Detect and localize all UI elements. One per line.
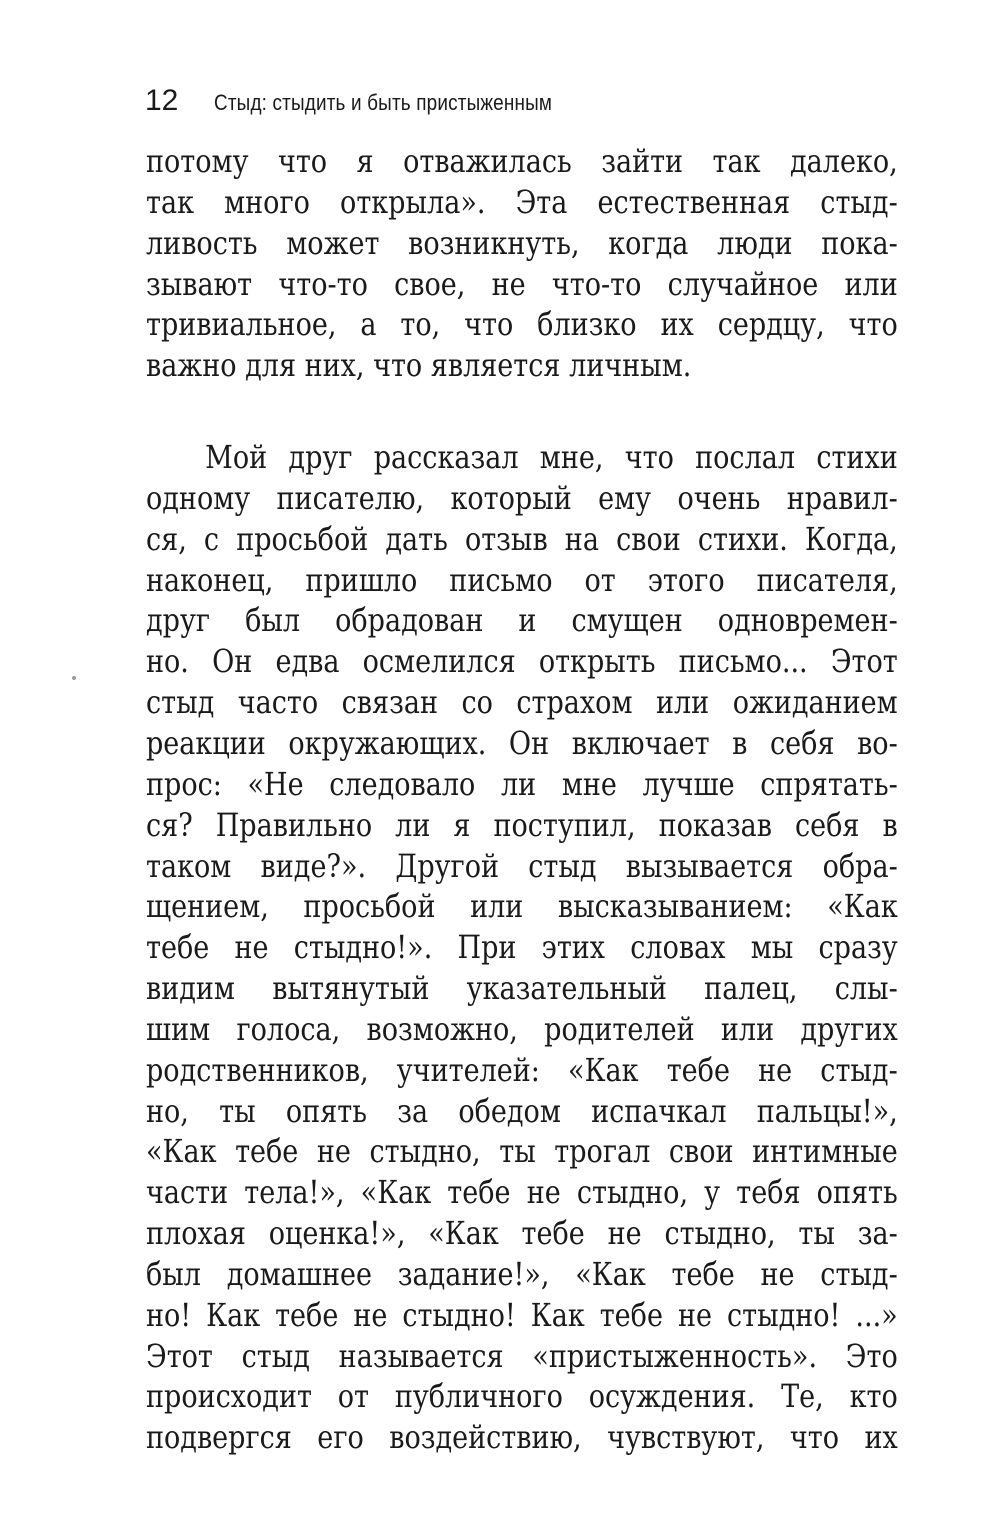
paragraph-2 <box>146 437 898 1458</box>
text-line: но. Он едва осмелился открыть письмо... Этот <box>146 642 898 681</box>
text-line: важно для них, что является личным. <box>146 346 692 385</box>
text-line: видим вытянутый указательный палец, слы- <box>146 969 898 1008</box>
text-line: ся? Правильно ли я поступил, показав себя в <box>146 805 898 844</box>
text-line: друг был обрадован и смущен одновремен- <box>146 601 898 640</box>
text-line: реакции окружающих. Он включает в себя во- <box>146 723 898 762</box>
paragraph-1 <box>146 141 898 386</box>
text-line: плохая оценка!», «Как тебе не стыдно, ты за- <box>146 1214 898 1253</box>
text-line: родственников, учителей: «Как тебе не стыд- <box>146 1050 898 1089</box>
text-line: «Как тебе не стыдно, ты трогал свои интимные <box>146 1132 898 1171</box>
text-line: ся, с просьбой дать отзыв на свои стихи. Когда, <box>146 519 898 558</box>
text-line: одному писателю, который ему очень нравил- <box>146 478 898 517</box>
text-line: щением, просьбой или высказыванием: «Как <box>146 887 898 926</box>
text-line: потому что я отважилась зайти так далеко, <box>146 142 898 180</box>
text-line: таком виде?». Другой стыд вызывается обра- <box>146 846 898 885</box>
running-head <box>145 84 607 124</box>
text-line: прос: «Не следовало ли мне лучше спрятать- <box>146 764 898 803</box>
margin-speck <box>71 675 77 681</box>
page-number: 12 <box>145 84 179 117</box>
text-line: но, ты опять за обедом испачкал пальцы!», <box>146 1091 898 1130</box>
text-line: ливость может возникнуть, когда люди пока- <box>146 223 898 262</box>
text-line: части тела!», «Как тебе не стыдно, у тебя опять <box>146 1173 898 1212</box>
text-line: был домашнее задание!», «Как тебе не стыд- <box>146 1254 898 1293</box>
text-line: Мой друг рассказал мне, что послал стихи <box>205 438 898 477</box>
text-line: стыд часто связан со страхом или ожиданием <box>146 683 898 722</box>
text-line: тебе не стыдно!». При этих словах мы сразу <box>146 928 898 967</box>
text-line: подвергся его воздействию, чувствуют, что их <box>146 1418 898 1457</box>
text-line: происходит от публичного осуждения. Те, кто <box>146 1377 898 1416</box>
running-title: Стыд: стыдить и быть пристыженным <box>214 90 553 115</box>
text-line: наконец, пришло письмо от этого писателя, <box>146 560 898 599</box>
text-line: Этот стыд называется «пристыженность». Это <box>146 1336 898 1375</box>
body-text <box>146 141 898 1458</box>
text-line: так много открыла». Эта естественная стыд- <box>146 182 898 221</box>
text-line: тривиальное, а то, что близко их сердцу, что <box>146 305 898 344</box>
text-line: зывают что-то свое, не что-то случайное или <box>146 264 898 303</box>
text-line: шим голоса, возможно, родителей или других <box>146 1009 898 1048</box>
text-line: но! Как тебе не стыдно! Как тебе не стыдно! ...» <box>146 1295 898 1334</box>
